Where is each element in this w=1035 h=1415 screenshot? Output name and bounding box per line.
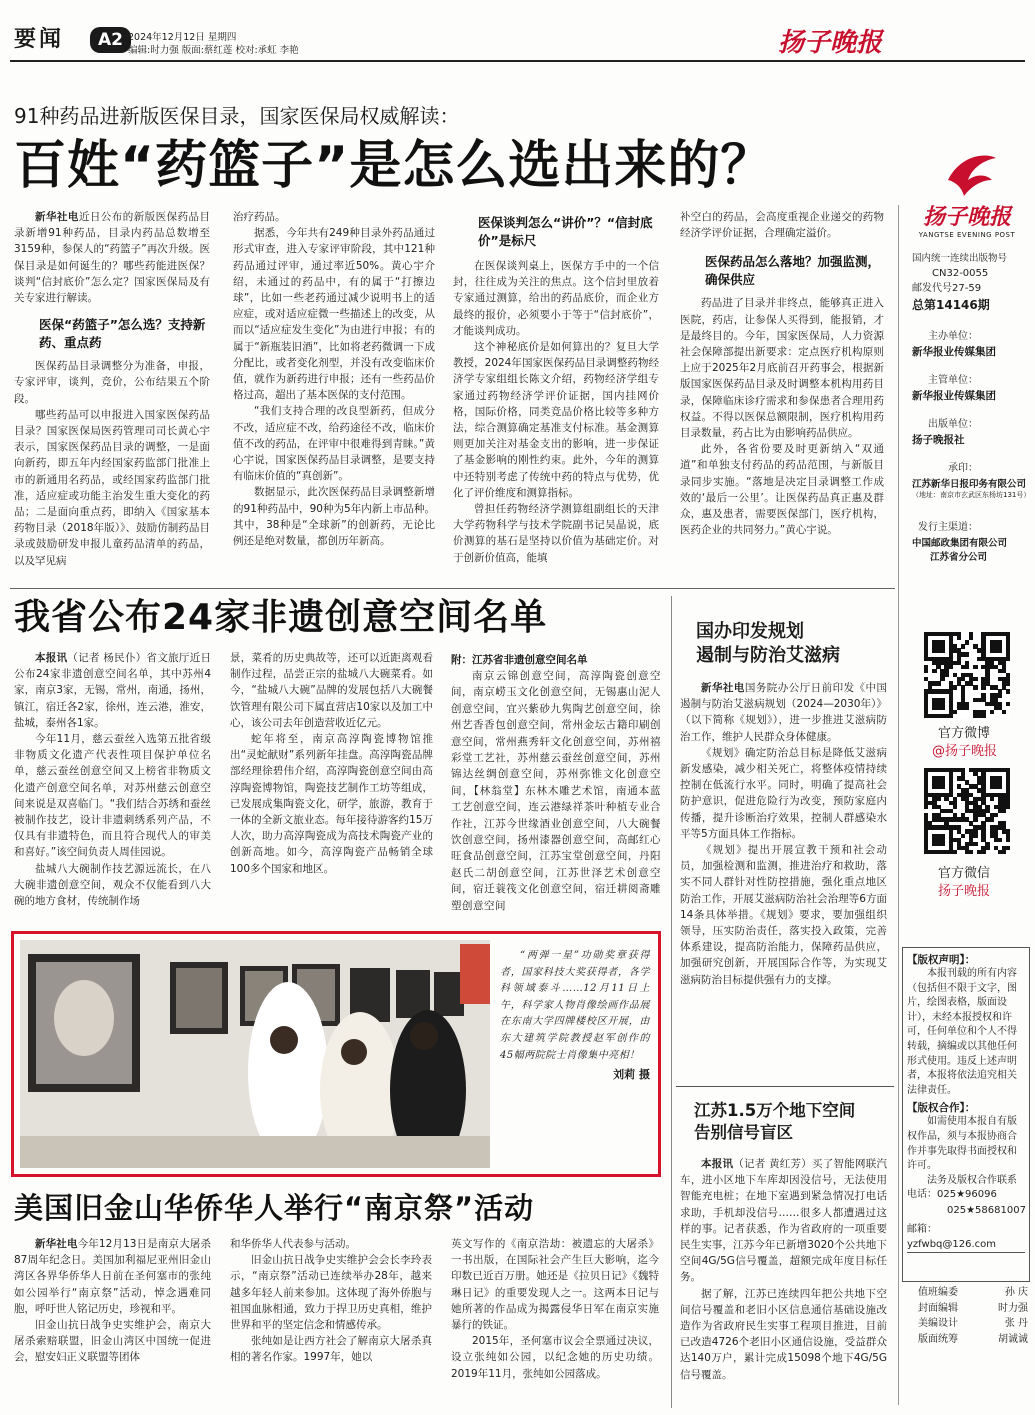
lead-p13: 此外，各省份要及时更新纳入“双通道”和单独支付药品的药品范围，与新版目录同步实施。“落地是决定目录调整工作成效的‘最后一公里’。让医保药品真正惠及群众，惠及患者，需要医保部门，医疗机构，医药企业的共同努力。”黄心宇说。 xyxy=(680,443,884,537)
masthead xyxy=(0,0,1035,60)
lead-p9: 这个神秘底价是如何算出的？复旦大学教授，2024年国家医保药品目录调整药物经济学专家组组长陈文介绍，药物经济学组专家通过药物经济学评价证据，国内挂网价格，国际价格，同类竞品价格比较等多种方法，综合测算确定基准支付标准。基金测算则更加关注对基金支出的影响，进一步保证了基金影响的刚性约束。此外，今年的测算中还特别考虑了传统中药的特点与优势，优化了评价维度和测算指标。 xyxy=(453,341,659,499)
qr-module xyxy=(924,669,928,673)
law-contact: 法务及版权合作联系电话：025★96096 xyxy=(907,1174,1017,1201)
qr-module xyxy=(973,817,977,821)
sidebar xyxy=(902,150,1032,563)
sf-headline: 美国旧金山华侨华人举行“南京祭”活动 xyxy=(14,1191,535,1225)
aids-p1: 新华社电国务院办公厅日前印发《中国遏制与防治艾滋病规划（2024—2030年）》（以下简称《规划》），进一步推进艾滋病防治工作，维护人民群众身体健康。 xyxy=(680,682,887,743)
editor-credits: 编辑:时力强 版面:蔡红莲 校对:承虹 李艳 xyxy=(128,45,299,56)
qr-module xyxy=(1006,657,1010,661)
qr-module xyxy=(998,648,1002,652)
staff-row: 版面统筹 胡诚诚 xyxy=(918,1333,1028,1345)
qr-module xyxy=(924,805,928,809)
lead-p2: 医保药品目录调整分为准备，申报，专家评审，谈判，竞价，公布结果五个阶段。 xyxy=(14,360,210,405)
heritage-col-1 xyxy=(14,650,211,909)
sponsor-label: 主管单位： xyxy=(928,375,978,386)
qr-module xyxy=(965,640,969,644)
sf-p3: 和华侨华人代表参与活动。 xyxy=(230,1238,356,1250)
copyright-text: 本报刊载的所有内容（包括但不限于文字，图片，绘图表格，版面设计），未经本报授权和许可，任何单位和个人不得转载，摘编或以其他任何形式使用。违反上述声明者，本报将依法追究相关法律责任。 xyxy=(907,968,1017,1096)
heritage-list-title: 附：江苏省非遗创意空间名单 xyxy=(451,654,588,666)
aids-article xyxy=(680,620,887,988)
qr-module xyxy=(936,797,940,801)
post-code: 邮发代号27-59 xyxy=(912,283,982,294)
heritage-col-3 xyxy=(451,652,661,914)
sf-col-2 xyxy=(230,1236,432,1366)
qr-module xyxy=(998,693,1002,697)
lead-sub-3: 医保药品怎么落地？加强监测，确保供应 xyxy=(705,254,881,288)
signal-article xyxy=(680,1100,887,1383)
qr-module xyxy=(949,665,953,669)
heritage-p2: 今年11月，慈云蚕丝入选第五批省级非物质文化遗产代表性项目保护单位名单，慈云蚕丝创意空间又上榜省非物质文化遗产创意空间名单，对苏州慈云创意空间来说是双喜临门。“我们结合苏绣和蚕丝被制作技艺，设计非遗刺绣系列产品，不仅具有非遗特色，而且符合现代人的审美和喜好。”该空间负责人周佳园说。 xyxy=(14,733,211,859)
qr-module xyxy=(1006,689,1010,693)
qr-module xyxy=(1006,681,1010,685)
sf-p4: 旧金山抗日战争史实维护会会长李玲表示，“南京祭”活动已连续举办28年，越来越多年轻人前来参加。这体现了海外侨胞与祖国血脉相通，致力于捍卫历史真相，维护世界和平的坚定信念和情感传承。 xyxy=(230,1254,432,1332)
heritage-p1: 本报讯（记者 杨民仆）省文旅厅近日公布24家非遗创意空间名单，其中苏州4家，南京3家，无锡，常州，南通，扬州，镇江，宿迁各2家，徐州，连云港，淮安，盐城，泰州各1家。 xyxy=(14,652,212,729)
sf-p6: 英文写作的《南京浩劫：被遗忘的大屠杀》一书出版，在国际社会产生巨大影响，迄今印数已近百万册。她还是《拉贝日记》《魏特琳日记》的重要发现人之一。这两本日记与她所著的作品成为揭露侵华日军在南京实施暴行的铁证。 xyxy=(451,1238,659,1332)
qr-module xyxy=(1002,710,1006,714)
qr-module xyxy=(969,636,973,640)
issue-date: 2024年12月12日 星期四 xyxy=(128,32,237,43)
right-col-divider xyxy=(671,596,672,1408)
heritage-p3: 盐城八大碗制作技艺源远流长，在八大碗非遗创意空间，观众不仅能看到八大碗的地方食材，传统制作场 xyxy=(14,862,211,908)
sidebar-logo-mark xyxy=(902,150,1032,198)
sponsor-value: 新华报业传媒集团 xyxy=(912,390,996,402)
wechat-label: 官方微信 xyxy=(938,866,991,881)
qr-module xyxy=(961,834,965,838)
exhibition-photo xyxy=(20,940,490,1168)
exhibition-photo-icon xyxy=(20,940,490,1168)
qr-module xyxy=(990,797,994,801)
printer-address: （地址：南京市玄武区东杨坊131号） xyxy=(912,491,1031,499)
qr-module xyxy=(957,636,961,640)
aids-headline-2: 遏制与防治艾滋病 xyxy=(696,645,840,666)
email-value[interactable]: yzfwbq@126.com xyxy=(907,1237,1025,1253)
printer-value: 江苏新华日报印务有限公司 xyxy=(912,479,1027,490)
qr-module xyxy=(981,850,985,854)
qr-module xyxy=(961,644,965,648)
lead-col-2 xyxy=(233,209,435,549)
sidebar-logo-en: YANGTSE EVENING POST xyxy=(918,231,1016,239)
qr-module xyxy=(973,834,977,838)
qr-module xyxy=(1006,846,1010,850)
staff-row: 封面编辑 时力强 xyxy=(918,1302,1028,1314)
lead-p11: 补空白的药品，会高度重视企业递交的药物经济学评价证据，合理确定溢价。 xyxy=(680,211,884,240)
aids-bottom-rule xyxy=(676,1086,894,1087)
cn-number: CN32-0055 xyxy=(932,268,989,279)
wechat-name: 扬子晚报 xyxy=(938,884,991,899)
law-contact-2: 025★58681007 xyxy=(947,1204,1026,1216)
sidebar-logo: 扬子晚报 xyxy=(922,204,1011,230)
qr-module xyxy=(953,805,957,809)
qr-module xyxy=(998,838,1002,842)
lead-col-3 xyxy=(453,214,659,566)
signal-p2: 据了解，江苏已连续四年把公共地下空间信号覆盖和老旧小区信息通信基础设施改造作为省政府民生实事工程项目推进，目前已改造4726个老旧小区通信设施，受益群众达140万户，累计完成15098个地下4G/5G信号覆盖。 xyxy=(680,1287,887,1381)
sf-col-3 xyxy=(451,1236,659,1382)
lead-p3: 哪些药品可以申报进入国家医保药品目录？国家医保局医药管理司司长黄心宇表示，国家医保药品目录的调整，一是面向新药，即五年内经国家药监部门批准上市的新通用名药品，或经国家药监部门批准，适应症或功能主治发生重大变化的药品；二是面向重点药，即纳入《国家基本药物目录（2018年版）》、鼓励仿制药品目录或鼓励研发申报儿童药品清单的药品，以及罕见病 xyxy=(14,408,210,567)
sidebar-divider xyxy=(898,205,899,1405)
staff-list xyxy=(918,1285,1028,1347)
sf-p1: 新华社电今年12月13日是南京大屠杀87周年纪念日。美国加利福尼亚州旧金山湾区各界华侨华人日前在圣何塞市的张纯如公园举行“南京祭”活动，悼念遇难同胞，呼吁世人铭记历史，珍视和平。 xyxy=(14,1238,211,1315)
qr-module xyxy=(949,714,953,718)
lead-sub-1: 医保“药篮子”怎么选？支持新药、重点药 xyxy=(39,317,206,351)
qr-module xyxy=(1006,805,1010,809)
lead-p1: 新华社电近日公布的新版医保药品目录新增91种药品，目录内药品总数增至3159种，参保人的“药篮子”再次升级。医保目录是如何诞生的？哪些药能进医保？谈判“信封底价”怎么定？国家医保局及有关专家进行解读。 xyxy=(14,211,211,305)
distribution-label: 发行主渠道： xyxy=(918,522,978,533)
cn-label: 国内统一连续出版物号 xyxy=(912,253,1008,264)
signal-headline-1: 江苏1.5万个地下空间 xyxy=(694,1101,856,1120)
sf-col-1 xyxy=(14,1236,211,1366)
sf-p7: 2015年，圣何塞市议会全票通过决议，设立张纯如公园，以纪念她的历史功绩。2019年11月，张纯如公园落成。 xyxy=(451,1335,659,1380)
copyright-title: 【版权声明】： xyxy=(907,954,976,966)
weibo-handle[interactable]: @扬子晚报 xyxy=(932,744,998,759)
sf-p5: 张纯如是让西方社会了解南京大屠杀真相的著名作家。1997年，她以 xyxy=(230,1335,432,1364)
page-number: A2 xyxy=(90,27,131,53)
qr-module xyxy=(953,850,957,854)
qr-module xyxy=(981,685,985,689)
lead-p10: 曾担任药物经济学测算组副组长的天津大学药物科学与技术学院副书记吴晶说，底价测算的基石是坚持以价值为基础定价。对于创新价值高，能填 xyxy=(453,503,659,564)
coop-title: 【版权合作】： xyxy=(907,1102,976,1115)
distribution-2: 江苏省分公司 xyxy=(930,552,988,563)
swallow-logo-icon xyxy=(940,150,1000,198)
lead-p8: 在医保谈判桌上，医保方手中的一个信封，往往成为关注的焦点。这个信封里放着专家通过测算，给出的药品底价，而企业方最终的报价，必须要小于等于“信封底价”，才能谈判成功。 xyxy=(453,260,659,337)
section-name: 要闻 xyxy=(14,26,65,52)
email-label: 邮箱： xyxy=(907,1223,937,1235)
qr-module xyxy=(969,850,973,854)
wechat-qr-icon[interactable] xyxy=(924,768,1010,854)
printer-label: 承印： xyxy=(948,463,978,474)
aids-p2: 《规划》确定防治总目标是降低艾滋病新发感染，减少相关死亡，将整体疫情持续控制在低流行水平。同时，明确了提高社会防护意识，促进危险行为改变，预防家庭内传播，提升诊断治疗效果，控制人群感染水平等5方面具体工作指标。 xyxy=(680,746,887,840)
masthead-logo: 扬子晚报 xyxy=(778,28,883,58)
qr-module xyxy=(985,846,989,850)
publisher-value: 扬子晚报社 xyxy=(912,434,965,446)
signal-headline-2: 告别信号盲区 xyxy=(694,1123,793,1142)
photo-caption: “两弹一星”功勋奖章获得者，国家科技大奖获得者，各学科领域泰斗……12月11日上午，科学家人物肖像绘画作品展在东南大学四牌楼校区开展，由东大建筑学院教授赵军创作的45幅两院院士肖像集中亮相！ 刘莉 摄 xyxy=(500,950,650,1082)
lead-p7: 数据显示，此次医保药品目录调整新增的91种药品中，90种为5年内新上市品种。其中，38种是“全球新”的创新药，无论比例还是绝对数量，都创历年新高。 xyxy=(233,486,435,548)
heritage-headline: 我省公布24家非遗创意空间名单 xyxy=(14,597,548,638)
lead-headline: 百姓“药篮子”是怎么选出来的？ xyxy=(14,136,774,196)
qr-module xyxy=(940,648,944,652)
qr-module xyxy=(965,706,969,710)
lead-kicker: 91种药品进新版医保目录，国家医保局权威解读： xyxy=(14,104,460,128)
lead-p12: 药品进了目录并非终点，能够真正进入医院，药店，让参保人买得到，能报销，才是最终目的。今年，国家医保局，人力资源社会保障部提出新要求：定点医疗机构原则上应于2025年2月底前召开药事会，根据新版国家医保药品目录及时调整本机构用药目录，保障临床诊疗需求和参保患者合理用药权益。不得以医保总额限制，医疗机构用药目录数量，药占比为由影响药品供应。 xyxy=(680,297,884,440)
qr-module xyxy=(940,842,944,846)
lead-p4: 治疗药品。 xyxy=(233,211,286,223)
photo-box xyxy=(11,931,661,1177)
qr-module xyxy=(965,652,969,656)
host-label: 主办单位： xyxy=(928,331,978,342)
host-value: 新华报业传媒集团 xyxy=(912,346,996,358)
qr-module xyxy=(1006,838,1010,842)
qr-module xyxy=(932,669,936,673)
qr-module xyxy=(936,681,940,685)
coop-text: 如需使用本报自有版权作品，须与本报协商合作并事先取得书面授权和许可。 xyxy=(907,1116,1017,1172)
qr-module xyxy=(990,817,994,821)
weibo-label: 官方微博 xyxy=(938,726,991,741)
heritage-p4: 景，菜肴的历史典故等，还可以近距离观看制作过程，品尝正宗的盐城八大碗菜肴。如今，“盐城八大碗”品牌的发展包括八大碗餐饮管理有限公司下属直营店10家以及加工中心，该公司去年创造营收近亿元。 xyxy=(230,652,433,729)
staff-row: 值班编委 孙 庆 xyxy=(918,1287,1028,1298)
qr-module xyxy=(973,685,977,689)
lead-sub-2: 医保谈判怎么“讲价”？“信封底价”是标尺 xyxy=(478,215,653,248)
lead-col-4 xyxy=(680,209,884,538)
qr-module xyxy=(953,685,957,689)
heritage-p5: 蛇年将至，南京高淳陶瓷博物馆推出“灵蛇献财”系列新年挂盘。高淳陶瓷品牌部经理徐碧伟介绍，高淳陶瓷创意空间由高淳陶瓷博物馆，陶瓷技艺制作工坊等组成，已发展成集陶瓷文化，研学，旅游，教育于一体的全新文旅业态。每年接待游客约15万人次，助力高淳陶瓷成为高技术陶瓷产业的创新高地。如今，高淳陶瓷产品畅销全球100多个国家和地区。 xyxy=(230,733,433,875)
masthead-rule xyxy=(10,60,1025,62)
qr-module xyxy=(944,673,948,677)
aids-headline-1: 国办印发规划 xyxy=(696,621,804,642)
lead-p6: “我们支持合理的改良型新药，但成分不改，适应症不改，给药途径不改，临床价值不改的药品，在评审中很难得到青睐。”黄心宇说，国家医保药品目录调整，是要支持有临床价值的“真创新”。 xyxy=(233,405,435,483)
aids-p3: 《规划》提出开展宣教干预和社会动员，加强检测和监测，推进治疗和救助，落实不同人群针对性防控措施，强化重点地区防治工作，开展艾滋病防治社会治理等6方面14条具体举措。《规划》要求，要加强组织领导，压实防治责任，落实投入政策，完善体系建设，提高防治能力，保障药品供应，加强研究创新，开展国际合作等，为实现艾滋病防治目标提供强有力的支撑。 xyxy=(680,844,887,986)
qr-module xyxy=(953,710,957,714)
qr-module xyxy=(1002,850,1006,854)
publisher-label: 出版单位： xyxy=(928,419,978,430)
staff-row: 美编设计 张 丹 xyxy=(918,1318,1028,1329)
qr-module xyxy=(981,714,985,718)
distribution-1: 中国邮政集团有限公司 xyxy=(912,538,1008,549)
lead-bottom-rule xyxy=(10,588,895,589)
qr-module xyxy=(973,677,977,681)
qr-module xyxy=(940,677,944,681)
qr-module xyxy=(940,706,944,710)
signal-p1: 本报讯（记者 黄红芳）买了智能网联汽车，进小区地下车库却因没信号，无法使用智能充电桩；在地下室遇到紧急情况打电话求助，手机却没信号……很多人都遭遇过这样的事。记者获悉，作为省政府的一项重要民生实事，江苏今年已新增3020个公共地下空间4G/5G信号覆盖，超额完成年度目标任务。 xyxy=(680,1158,887,1284)
weibo-qr-icon[interactable] xyxy=(924,632,1010,718)
qr-module xyxy=(1006,702,1010,706)
qr-module xyxy=(940,784,944,788)
qr-module xyxy=(973,665,977,669)
qr-module xyxy=(965,665,969,669)
copyright-box xyxy=(902,947,1030,1282)
heritage-list: 南京云锦创意空间，高淳陶瓷创意空间，南京崂玉文化创意空间，无锡惠山泥人创意空间，宜兴紫砂九隽陶艺创意空间，徐州艺香香包创意空间，常州金坛古籍印刷创意空间，常州燕秀轩文化创意空间，苏州禧彩堂工艺社，苏州慈云蚕丝创意空间，苏州锦达丝绸创意空间，苏州弥锥文化创意空间，【林翁堂】东林木雕艺术馆，南通本蓝工艺创意空间，连云港绿祥茶叶种植专业合作社，江苏今世缘酒业创意空间，八大碗餐饮创意空间，扬州漆器创意空间，高邮红心旺食品创意空间，江苏宝堂创意空间，丹阳赵氏二胡创意空间，江苏世泽艺术创意空间，宿迁蓑筏文化创意空间，宿迁耕阅斋雕塑创意空间 xyxy=(451,670,661,912)
lead-p5: 据悉，今年共有249种目录外药品通过形式审查，进入专家评审阶段，其中121种药品通过评审，通过率近50%。黄心宇介绍，未通过的药品中，有的属于“打擦边球”，比如一些老药通过减少说明书上的适应症，或对适应症微一些描述上的改变，从而以“适应症发生变化”为由进行申报；有的属于“新瓶装旧酒”，比如将老药微调一下成分配比，或者变化剂型，并没有改变临床价值，就作为新药进行申报；还有一些药品价格过高，超出了基本医保的支付范围。 xyxy=(233,227,435,402)
qr-module xyxy=(973,842,977,846)
qr-module xyxy=(1002,809,1006,813)
qr-module xyxy=(990,710,994,714)
qr-module xyxy=(998,784,1002,788)
photo-credit: 刘莉 摄 xyxy=(613,1068,650,1082)
heritage-col-2 xyxy=(230,650,433,877)
qr-module xyxy=(994,813,998,817)
sf-p2: 旧金山抗日战争史实维护会，南京大屠杀索赔联盟，旧金山湾区中国统一促进会，慰安妇正义联盟等团体 xyxy=(14,1319,211,1364)
total-issue: 总第14146期 xyxy=(912,298,990,312)
lead-col-1 xyxy=(14,209,210,569)
